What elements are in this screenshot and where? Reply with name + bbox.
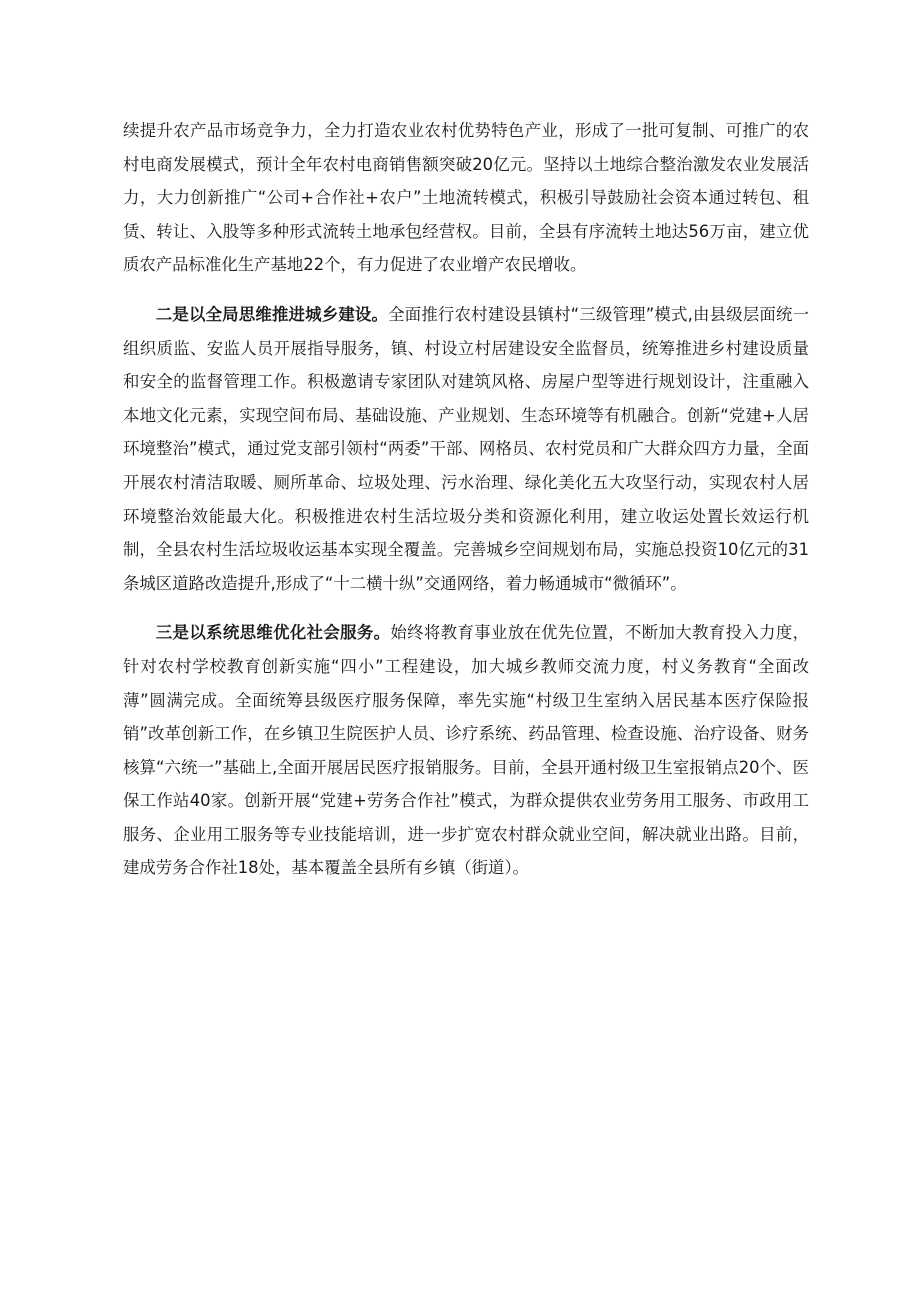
paragraph-social-services: [123, 616, 809, 885]
paragraph-continuation: [123, 114, 809, 282]
paragraph-heading: 二是以全局思维推进城乡建设。: [155, 304, 389, 324]
paragraph-text: 始终将教育事业放在优先位置，不断加大教育投入力度，针对农村学校教育创新实施“四小”工程建设，加大城乡教师交流力度，村义务教育“全面改薄”圆满完成。全面统筹县级医疗服务保障，率先实施“村级卫生室纳入居民基本医疗保险报销”改革创新工作，在乡镇卫生院医护人员、诊疗系统、药品管理、检查设施、治疗设备、财务核算“六统一”基础上,全面开展居民医疗报销服务。目前，全县开通村级卫生室报销点20个、医保工作站40家。创新开展“党建+劳务合作社”模式，为群众提供农业劳务用工服务、市政用工服务、企业用工服务等专业技能培训，进一步扩宽农村群众就业空间，解决就业出路。目前，建成劳务合作社18处，基本覆盖全县所有乡镇（街道）。: [123, 623, 810, 878]
document-body: [123, 114, 809, 885]
paragraph-text: 全面推行农村建设县镇村“三级管理”模式,由县级层面统一组织质监、安监人员开展指导服务，镇、村设立村居建设安全监督员，统筹推进乡村建设质量和安全的监督管理工作。积极邀请专家团队对建筑风格、房屋户型等进行规划设计，注重融入本地文化元素，实现空间布局、基础设施、产业规划、生态环境等有机融合。创新“党建+人居环境整治”模式，通过党支部引领村“两委”干部、网格员、农村党员和广大群众四方力量，全面开展农村清洁取暖、厕所革命、垃圾处理、污水治理、绿化美化五大攻坚行动，实现农村人居环境整治效能最大化。积极推进农村生活垃圾分类和资源化利用，建立收运处置长效运行机制，全县农村生活垃圾收运基本实现全覆盖。完善城乡空间规划布局，实施总投资10亿元的31条城区道路改造提升,形成了“十二横十纵”交通网络，着力畅通城市“微循环”。: [123, 304, 809, 593]
paragraph-heading: 三是以系统思维优化社会服务。: [155, 623, 391, 643]
paragraph-urban-rural-construction: [123, 298, 809, 600]
paragraph-text: 续提升农产品市场竞争力，全力打造农业农村优势特色产业，形成了一批可复制、可推广的农村电商发展模式，预计全年农村电商销售额突破20亿元。坚持以土地综合整治激发农业发展活力，大力创新推广“公司+合作社+农户”土地流转模式，积极引导鼓励社会资本通过转包、租赁、转让、入股等多种形式流转土地承包经营权。目前，全县有序流转土地达56万亩，建立优质农产品标准化生产基地22个，有力促进了农业增产农民增收。: [123, 121, 809, 275]
